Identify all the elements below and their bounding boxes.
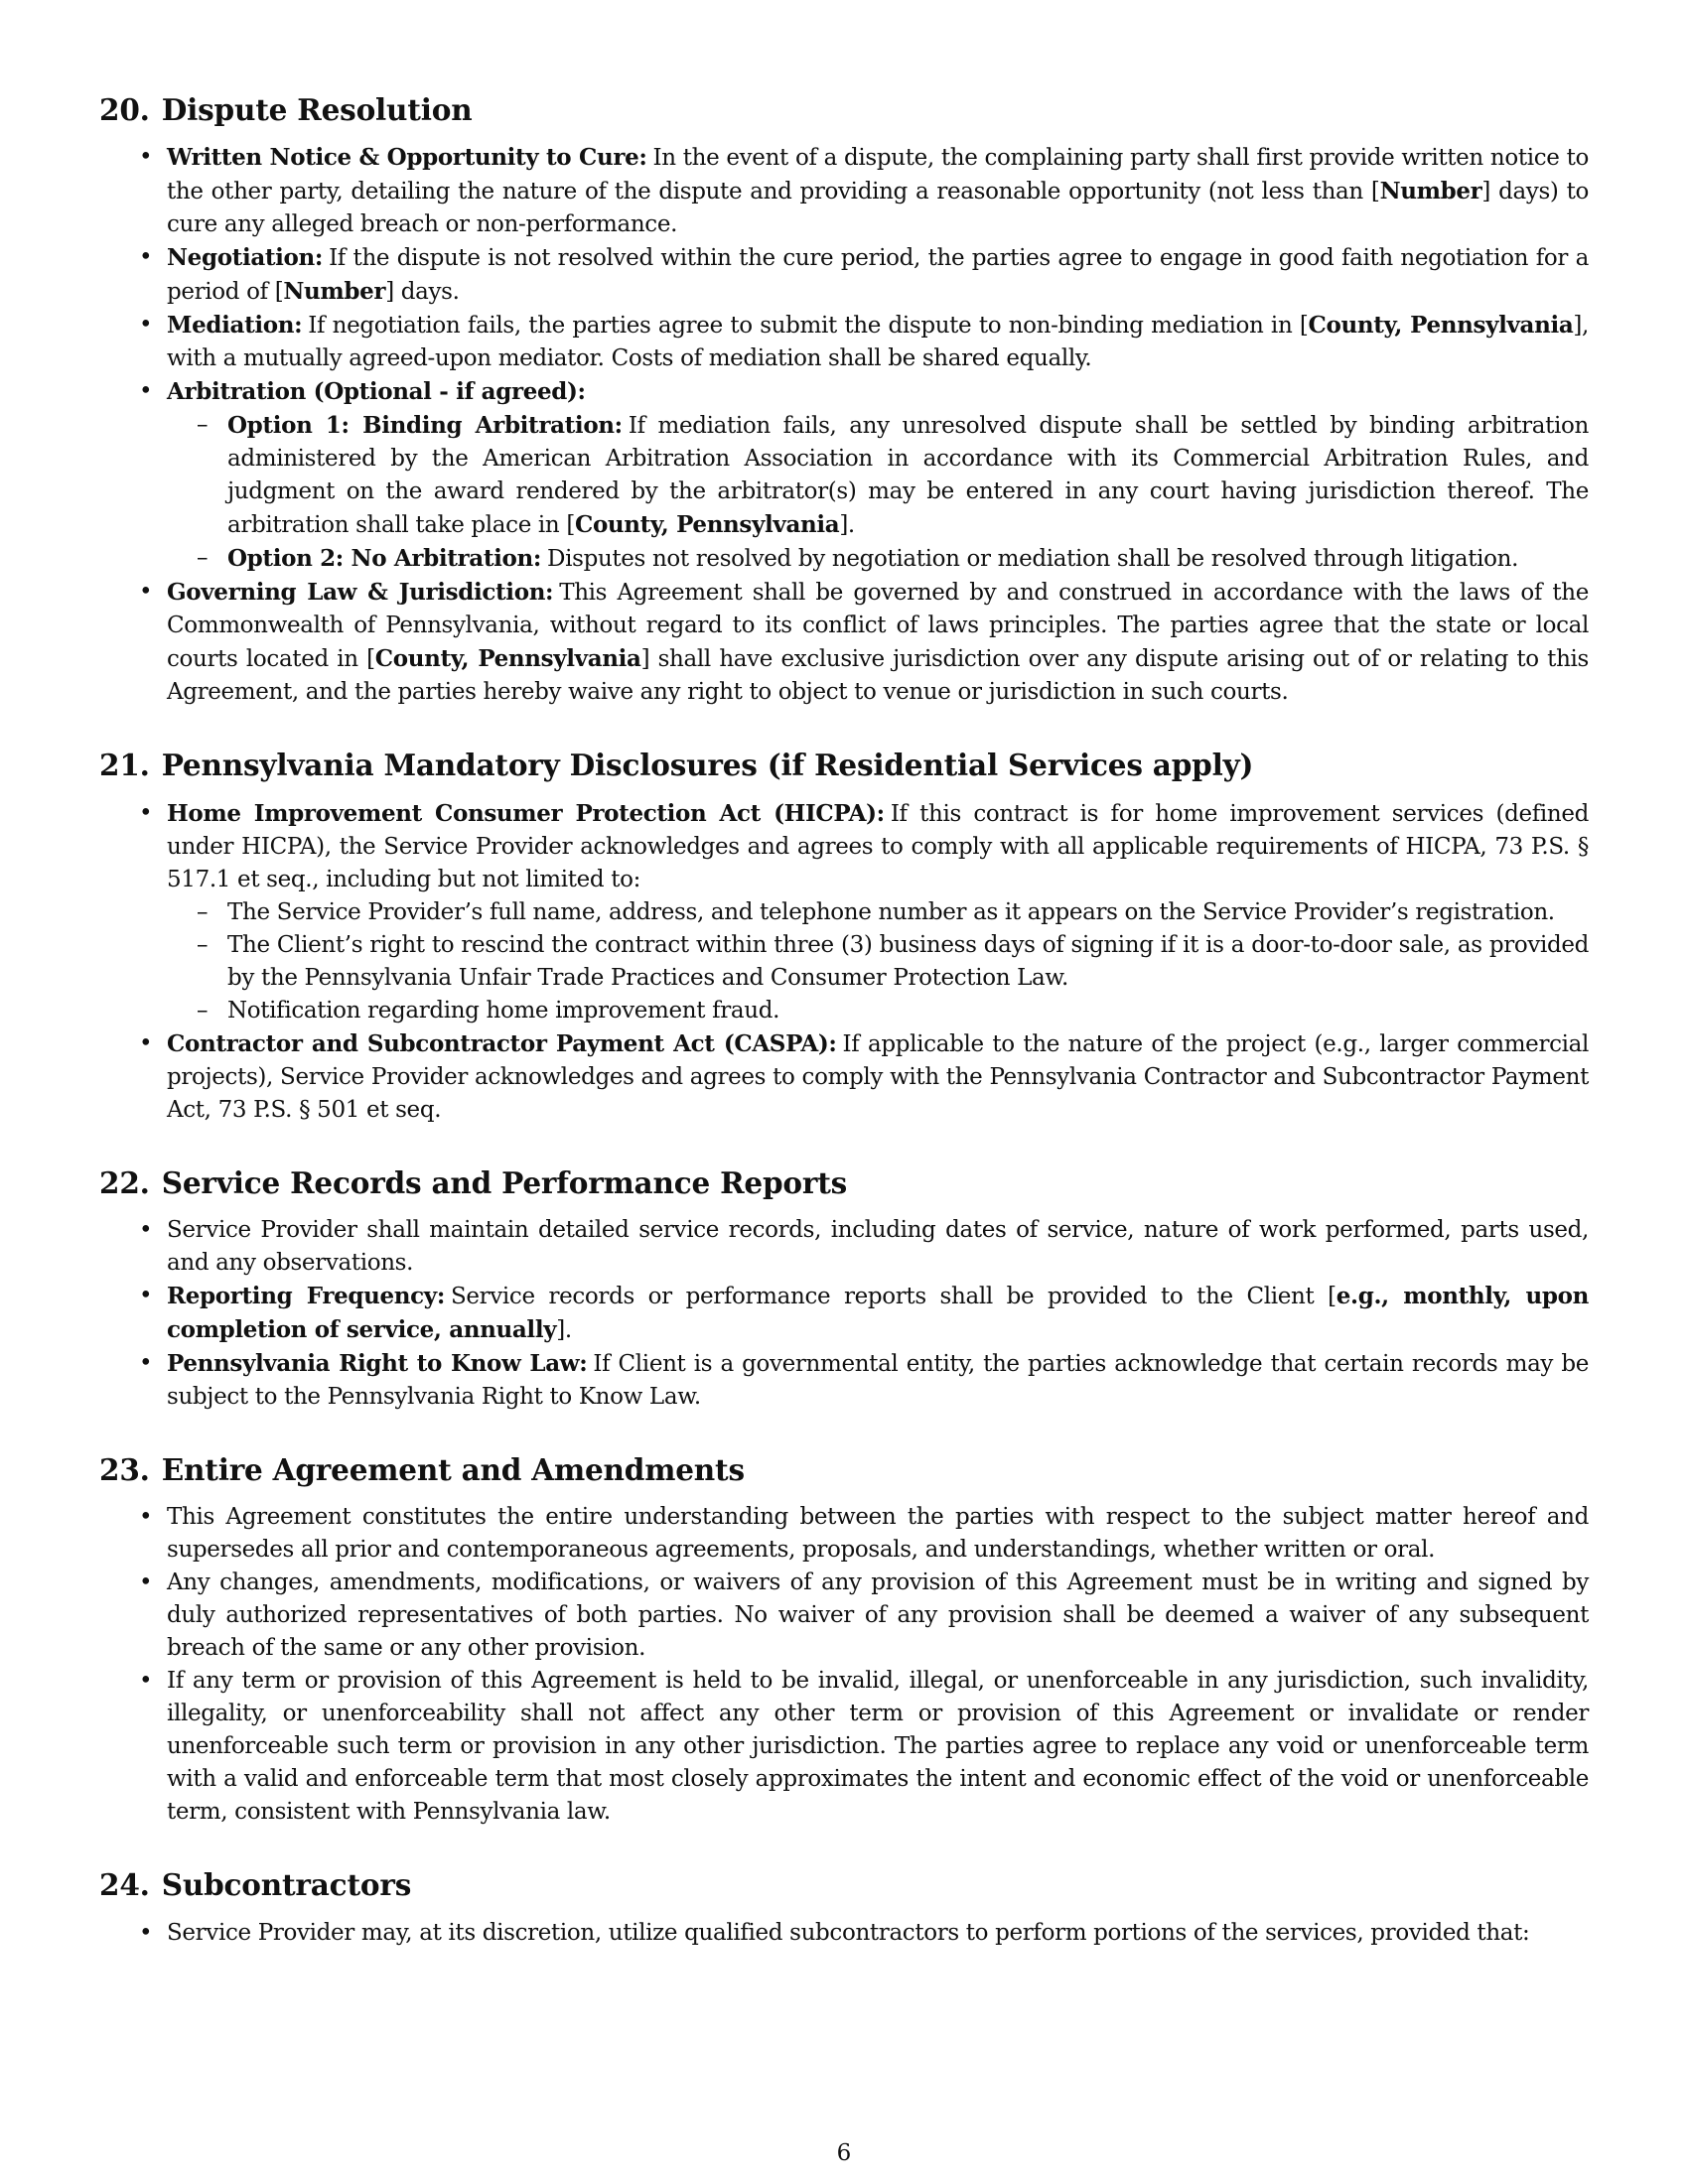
item-text: If negotiation fails, the parties agree to submit the dispute to non-binding mediation in [	[308, 313, 1309, 340]
item-text: ] shall have exclusive jurisdiction over any dispute arising out of or relating to this Agreement, and the parties hereby waive any right to object to venue or jurisdiction in such courts.	[167, 646, 1589, 706]
list-item	[99, 141, 1589, 241]
list-item	[99, 797, 1589, 1027]
section	[99, 91, 1589, 709]
item-lead: Mediation:	[167, 312, 303, 340]
placeholder-text: County, Pennsylvania	[374, 645, 641, 673]
item-text: This Agreement shall be governed by and construed in accordance with the laws of the Commonwealth of Pennsylvania, without regard to its conflict of laws principles. The parties agree that the state or local courts located in [	[167, 580, 1589, 673]
bullet-list	[99, 141, 1589, 709]
item-lead: Arbitration (Optional - if agreed):	[167, 378, 586, 406]
section-number: 23.	[99, 1452, 150, 1488]
item-text: ] days) to cure any alleged breach or non-performance.	[167, 179, 1589, 238]
list-item	[99, 309, 1589, 375]
list-item	[99, 1347, 1589, 1414]
item-text: If the dispute is not resolved within the cure period, the parties agree to engage in good faith negotiation for a period of [	[167, 245, 1589, 306]
item-text: Disputes not resolved by negotiation or mediation shall be resolved through litigation.	[547, 546, 1519, 573]
section-number: 21.	[99, 748, 150, 783]
list-item	[99, 1501, 1589, 1567]
list-item	[99, 1027, 1589, 1127]
section	[99, 1451, 1589, 1829]
section	[99, 1164, 1589, 1414]
item-lead: Home Improvement Consumer Protection Act (HICPA):	[167, 799, 885, 827]
section-title: Subcontractors	[161, 1867, 412, 1903]
item-text: Service Provider may, at its discretion, utilize qualified subcontractors to perform portions of the services, provided that:	[167, 1919, 1530, 1946]
item-lead: Written Notice & Opportunity to Cure:	[167, 144, 647, 172]
list-item	[99, 1665, 1589, 1829]
sub-list	[167, 409, 1589, 576]
section-heading	[99, 1451, 1589, 1489]
sub-list-item	[167, 896, 1589, 929]
list-item	[99, 241, 1589, 309]
document-page	[99, 91, 1589, 1987]
item-text: ] days.	[385, 279, 460, 306]
list-item	[99, 1917, 1589, 1950]
item-lead: Reporting Frequency:	[167, 1283, 445, 1310]
sub-list-item	[167, 929, 1589, 995]
item-text: Service records or performance reports shall be provided to the Client [	[450, 1284, 1336, 1310]
item-lead: Negotiation:	[167, 244, 324, 272]
item-text: If applicable to the nature of the project (e.g., larger commercial projects), Service Provider acknowledges and agrees to comply with the Pennsylvania Contractor and Subcontractor Payment Act, 73 P.S. § 501 et seq.	[167, 1030, 1589, 1123]
sub-list-item	[167, 542, 1589, 576]
sub-list	[167, 896, 1589, 1027]
item-lead: Pennsylvania Right to Know Law:	[167, 1350, 588, 1378]
item-lead: Contractor and Subcontractor Payment Act (CASPA):	[167, 1029, 837, 1057]
item-text: ].	[556, 1317, 572, 1344]
section	[99, 1866, 1589, 1949]
item-text: The Client’s right to rescind the contract within three (3) business days of signing if it is a door-to-door sale, as provided by the Pennsylvania Unfair Trade Practices and Consumer Protection Law.	[227, 931, 1589, 991]
section-heading	[99, 91, 1589, 129]
item-lead: Option 1: Binding Arbitration:	[227, 412, 623, 440]
list-item	[99, 576, 1589, 709]
section-title: Service Records and Performance Reports	[161, 1164, 848, 1200]
section	[99, 747, 1589, 1126]
item-text: Notification regarding home improvement fraud.	[227, 997, 780, 1024]
placeholder-text: County, Pennsylvania	[1308, 312, 1574, 340]
placeholder-text: Number	[1379, 178, 1482, 205]
item-lead: Governing Law & Jurisdiction:	[167, 579, 554, 607]
bullet-list	[99, 797, 1589, 1127]
section-title: Pennsylvania Mandatory Disclosures (if Residential Services apply)	[161, 748, 1254, 783]
placeholder-text: Number	[283, 278, 386, 306]
list-item	[99, 375, 1589, 576]
section-title: Dispute Resolution	[161, 92, 473, 127]
list-item	[99, 1567, 1589, 1665]
sub-list-item	[167, 409, 1589, 542]
placeholder-text: e.g., monthly, upon completion of service, annually	[167, 1283, 1590, 1344]
section-heading	[99, 1164, 1589, 1202]
sub-list-item	[167, 995, 1589, 1027]
item-text: This Agreement constitutes the entire understanding between the parties with respect to the subject matter hereof and supersedes all prior and contemporaneous agreements, proposals, and understandings, whether written or oral.	[167, 1504, 1589, 1564]
item-text: ], with a mutually agreed-upon mediator. Costs of mediation shall be shared equally.	[167, 313, 1590, 372]
bullet-list	[99, 1214, 1589, 1414]
section-heading	[99, 1866, 1589, 1904]
section-heading	[99, 747, 1589, 784]
section-number: 24.	[99, 1867, 150, 1903]
bullet-list	[99, 1917, 1589, 1950]
item-text: Any changes, amendments, modifications, or waivers of any provision of this Agreement must be in writing and signed by duly authorized representatives of both parties. No waiver of any provision shall be deemed a waiver of any subsequent breach of the same or any other provision.	[167, 1570, 1589, 1662]
bullet-list	[99, 1501, 1589, 1829]
item-text: If Client is a governmental entity, the parties acknowledge that certain records may be subject to the Pennsylvania Right to Know Law.	[167, 1351, 1589, 1411]
section-title: Entire Agreement and Amendments	[161, 1452, 745, 1488]
item-text: If any term or provision of this Agreement is held to be invalid, illegal, or unenforceable in any jurisdiction, such invalidity, illegality, or unenforceability shall not affect any other term or provision of this Agreement or invalidate or render unenforceable such term or provision in any other jurisdiction. The parties agree to replace any void or unenforceable term with a valid and enforceable term that most closely approximates the intent and economic effect of the void or unenforceable term, consistent with Pennsylvania law.	[167, 1668, 1589, 1826]
section-number: 20.	[99, 92, 150, 127]
item-text: The Service Provider’s full name, address, and telephone number as it appears on the Service Provider’s registration.	[227, 898, 1555, 925]
list-item	[99, 1214, 1589, 1280]
list-item	[99, 1280, 1589, 1347]
item-lead: Option 2: No Arbitration:	[227, 545, 542, 573]
placeholder-text: County, Pennsylvania	[574, 511, 840, 539]
item-text: In the event of a dispute, the complaining party shall first provide written notice to the other party, detailing the nature of the dispute and providing a reasonable opportunity (not less than [	[167, 145, 1589, 205]
item-text: If this contract is for home improvement services (defined under HICPA), the Service Provider acknowledges and agrees to comply with all applicable requirements of HICPA, 73 P.S. § 517.1 et seq., including but not limited to:	[167, 800, 1590, 892]
item-text: ].	[839, 512, 855, 539]
section-number: 22.	[99, 1164, 150, 1200]
item-text: Service Provider shall maintain detailed service records, including dates of service, nature of work performed, parts used, and any observations.	[167, 1217, 1589, 1277]
page-number: 6	[836, 2140, 852, 2166]
item-text: If mediation fails, any unresolved dispute shall be settled by binding arbitration administered by the American Arbitration Association in accordance with its Commercial Arbitration Rules, and judgment on the award rendered by the arbitrator(s) may be entered in any court having jurisdiction thereof. The arbitration shall take place in [	[227, 413, 1590, 539]
